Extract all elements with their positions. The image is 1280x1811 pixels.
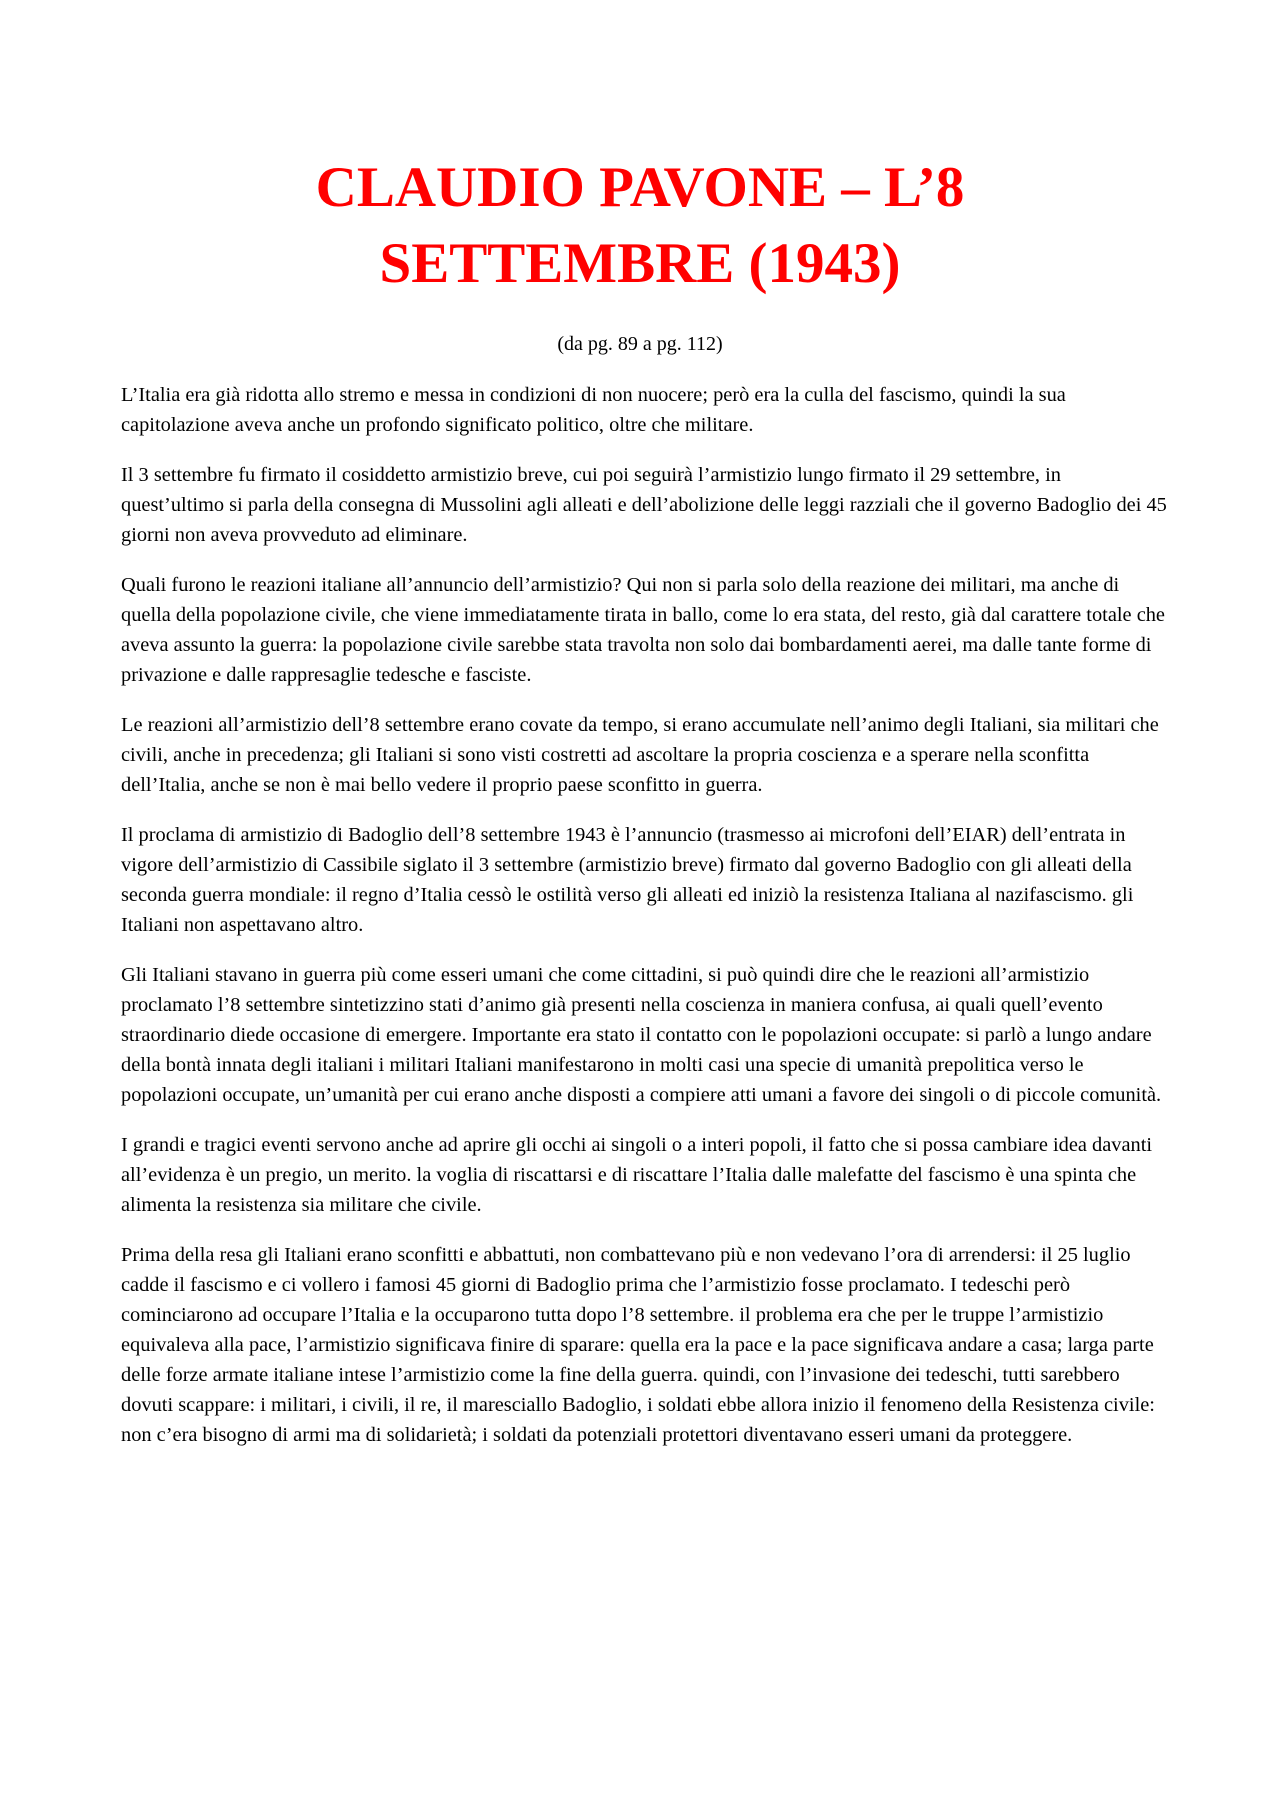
paragraph-8: Prima della resa gli Italiani erano sconfitti e abbattuti, non combattevano più e non vedevano l’ora di arrendersi: il 25 luglio cadde il fascismo e ci vollero i famosi 45 giorni di Badoglio prima che l’armistizio fosse proclamato. I tedeschi però cominciarono ad occupare l’Italia e la occuparono tutta dopo l’8 settembre. il problema era che per le truppe l’armistizio equivaleva alla pace, l’armistizio significava finire di sparare: quella era la pace e la pace significava andare a casa; larga parte delle forze armate italiane intese l’armistizio come la fine della guerra. quindi, con l’invasione dei tedeschi, tutti sarebbero dovuti scappare: i militari, i civili, il re, il maresciallo Badoglio, i soldati ebbe allora inizio il fenomeno della Resistenza civile: non c’era bisogno di armi ma di solidarietà; i soldati da potenziali protettori diventavano esseri umani da proteggere.: [121, 1244, 1155, 1446]
page-title: [200, 150, 1080, 302]
paragraph-3: Quali furono le reazioni italiane all’annuncio dell’armistizio? Qui non si parla solo della reazione dei militari, ma anche di quella della popolazione civile, che viene immediatamente tirata in ballo, come lo era stata, del resto, già dal carattere totale che aveva assunto la guerra: la popolazione civile sarebbe stata travolta non solo dai bombardamenti aerei, ma dalle tante forme di privazione e dalle rappresaglie tedesche e fasciste.: [121, 574, 1165, 686]
paragraph-2: Il 3 settembre fu firmato il cosiddetto armistizio breve, cui poi seguirà l’armistizio lungo firmato il 29 settembre, in quest’ultimo si parla della consegna di Mussolini agli alleati e dell’abolizione delle leggi razziali che il governo Badoglio dei 45 giorni non aveva provveduto ad eliminare.: [121, 464, 1167, 546]
paragraph-1: L’Italia era già ridotta allo stremo e messa in condizioni di non nuocere; però era la culla del fascismo, quindi la sua capitolazione aveva anche un profondo significato politico, oltre che militare.: [121, 384, 1066, 436]
paragraph-4: Le reazioni all’armistizio dell’8 settembre erano covate da tempo, si erano accumulate nell’animo degli Italiani, sia militari che civili, anche in precedenza; gli Italiani si sono visti costretti ad ascoltare la propria coscienza e a sperare nella sconfitta dell’Italia, anche se non è mai bello vedere il proprio paese sconfitto in guerra.: [121, 714, 1159, 796]
title-line-1: CLAUDIO PAVONE – L’8: [315, 156, 965, 219]
title-line-2: SETTEMBRE (1943): [379, 232, 901, 295]
page-range-subtitle: (da pg. 89 a pg. 112): [557, 333, 723, 355]
paragraph-6: Gli Italiani stavano in guerra più come esseri umani che come cittadini, si può quindi dire che le reazioni all’armistizio proclamato l’8 settembre sintetizzino stati d’animo già presenti nella coscienza in maniera confusa, ai quali quell’evento straordinario diede occasione di emergere. Importante era stato il contatto con le popolazioni occupate: si parlò a lungo andare della bontà innata degli italiani i militari Italiani manifestarono in molti casi una specie di umanità prepolitica verso le popolazioni occupate, un’umanità per cui erano anche disposti a compiere atti umani a favore dei singoli o di piccole comunità.: [121, 964, 1162, 1106]
body-text: [121, 380, 1169, 1470]
paragraph-5: Il proclama di armistizio di Badoglio dell’8 settembre 1943 è l’annuncio (trasmesso ai microfoni dell’EIAR) dell’entrata in vigore dell’armistizio di Cassibile siglato il 3 settembre (armistizio breve) firmato dal governo Badoglio con gli alleati della seconda guerra mondiale: il regno d’Italia cessò le ostilità verso gli alleati ed iniziò la resistenza Italiana al nazifascismo. gli Italiani non aspettavano altro.: [121, 824, 1134, 936]
paragraph-7: I grandi e tragici eventi servono anche ad aprire gli occhi ai singoli o a interi popoli, il fatto che si possa cambiare idea davanti all’evidenza è un pregio, un merito. la voglia di riscattarsi e di riscattare l’Italia dalle malefatte del fascismo è una spinta che alimenta la resistenza sia militare che civile.: [121, 1134, 1153, 1216]
